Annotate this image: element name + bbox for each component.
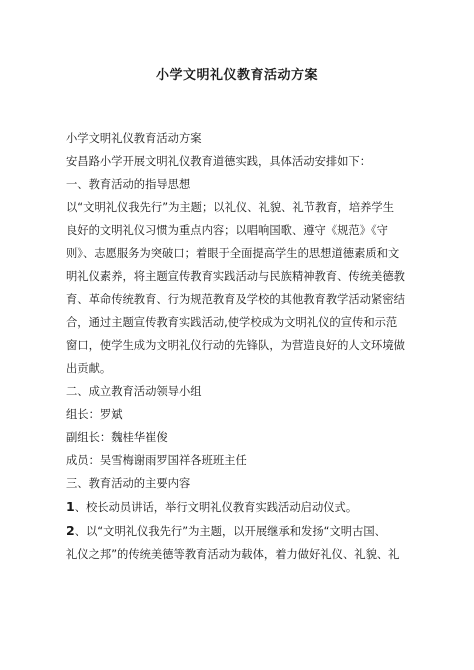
paragraph-line: 良好的文明礼仪习惯为重点内容；以唱响国歌、遵守《规范》《守: [66, 224, 388, 237]
deputy-leader-line: 副组长：魏桂华崔俊: [66, 431, 168, 444]
paragraph-line: 育、革命传统教育、行为规范教育及学校的其他教育教学活动紧密结: [66, 293, 405, 306]
list-number: 2: [66, 523, 75, 538]
section-heading-2: 二、成立教育活动领导小组: [66, 385, 202, 398]
section-heading-1: 一、教育活动的指导思想: [66, 178, 191, 191]
members-line: 成员：吴雪梅谢雨罗国祥各班班主任: [66, 454, 247, 467]
list-item-1: [66, 495, 416, 519]
list-item-2: [66, 519, 416, 543]
list-item-text: 、校长动员讲话，举行文明礼仪教育实践活动启动仪式。: [74, 501, 358, 514]
paragraph-line: 明礼仪素养，将主题宣传教育实践活动与民族精神教育、传统美德教: [66, 270, 405, 283]
paragraph-line: 窗口，使学生成为文明礼仪行动的先锋队，为营造良好的人文环境做: [66, 339, 405, 352]
intro-line: 安昌路小学开展文明礼仪教育道德实践，具体活动安排如下：: [66, 155, 372, 168]
section-heading-3: 三、教育活动的主要内容: [66, 477, 191, 490]
paragraph-line: 礼仪之邦”的传统美德等教育活动为载体，着力做好礼仪、礼貌、礼: [66, 548, 400, 561]
list-number: 1: [66, 499, 75, 514]
paragraph-line: 以“文明礼仪我先行”为主题；以礼仪、礼貌、礼节教育，培养学生: [66, 201, 395, 214]
paragraph-line: 则》、志愿服务为突破口；着眼于全面提高学生的思想道德素质和文: [66, 247, 400, 260]
list-item-text: 、以“文明礼仪我先行”为主题，以开展继承和发扬“文明古国、: [74, 525, 386, 538]
paragraph-line: 出贡献。: [66, 362, 112, 375]
document-body: [66, 127, 416, 566]
paragraph-line: 合，通过主题宣传教育实践活动,使学校成为文明礼仪的宣传和示范: [66, 316, 398, 329]
leader-line: 组长：罗斌: [66, 408, 123, 421]
body-heading: 小学文明礼仪教育活动方案: [66, 132, 202, 145]
document-title: 小学文明礼仪教育活动方案: [155, 68, 318, 83]
